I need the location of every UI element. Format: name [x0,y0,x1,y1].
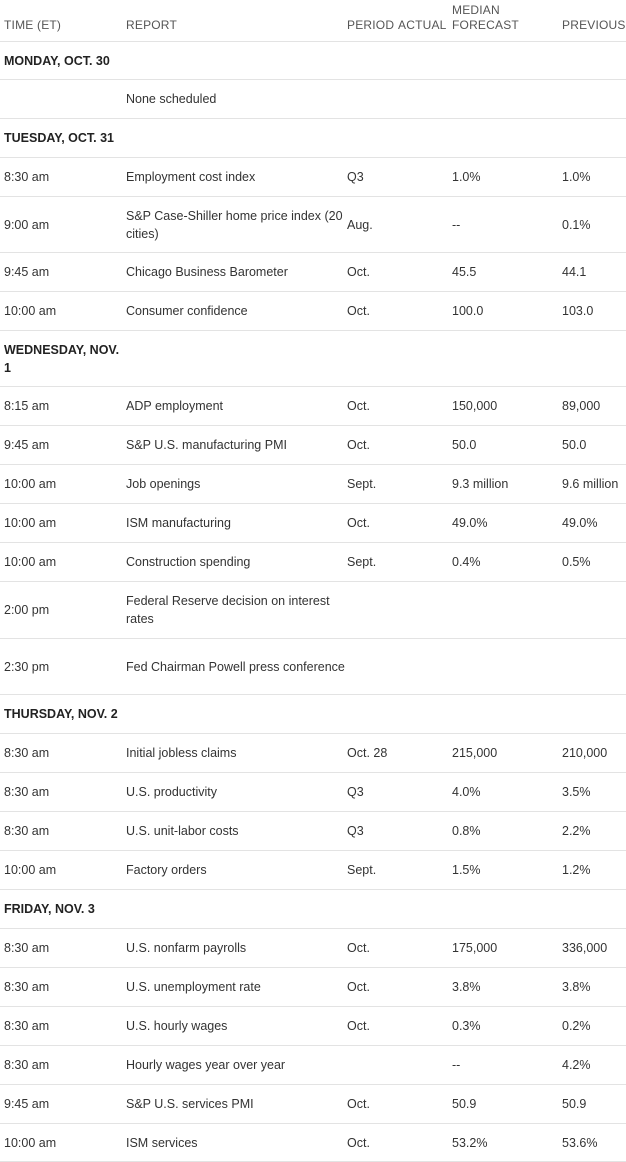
table-row [0,504,626,543]
cell-time: 9:45 am [4,438,50,452]
cell-period: Oct. [347,1097,370,1111]
cell-report: U.S. unemployment rate [126,980,261,994]
table-row [0,465,626,504]
cell-period: Sept. [347,555,377,569]
cell-previous: 1.0% [562,170,591,184]
cell-time: 10:00 am [4,863,57,877]
cell-report: Fed Chairman Powell press conference [126,659,345,674]
cell-previous: 50.9 [562,1097,587,1111]
cell-time: 9:00 am [4,217,50,232]
cell-previous: 3.5% [562,785,591,799]
table-header [0,0,626,42]
day-label: THURSDAY, NOV. 2 [4,707,118,721]
header-forecast-line1: MEDIAN [452,3,500,17]
cell-time: 2:30 pm [4,659,50,674]
table-row [0,387,626,426]
cell-time: 2:00 pm [4,603,50,617]
cell-forecast: 1.5% [452,863,481,877]
table-row [0,253,626,292]
day-label: WEDNESDAY, NOV. 1 [4,342,120,375]
table-row [0,639,626,695]
cell-forecast: -- [452,1058,461,1072]
cell-report: S&P U.S. manufacturing PMI [126,438,287,452]
cell-time: 9:45 am [4,265,50,279]
header-median-forecast [452,3,557,33]
cell-previous: 0.5% [562,555,591,569]
cell-previous: 103.0 [562,304,594,318]
cell-forecast: 175,000 [452,941,498,955]
cell-report: Initial jobless claims [126,746,237,760]
cell-report: ADP employment [126,399,224,413]
cell-previous: 1.2% [562,863,591,877]
table-row [0,1007,626,1046]
cell-period: Oct. [347,516,370,530]
day-label: MONDAY, OCT. 30 [4,53,110,68]
cell-forecast: 9.3 million [452,477,509,491]
table-row [0,197,626,253]
cell-period: Oct. [347,438,370,452]
cell-report: U.S. unit-labor costs [126,824,239,838]
cell-report: ISM manufacturing [126,516,231,530]
cell-period: Sept. [347,477,377,491]
cell-forecast: 0.4% [452,555,481,569]
cell-previous: 4.2% [562,1058,591,1072]
cell-previous: 2.2% [562,824,591,838]
table-row [0,968,626,1007]
cell-period: Q3 [347,170,364,184]
header-report: REPORT [126,18,177,32]
cell-time: 8:30 am [4,1058,50,1072]
cell-previous: 0.2% [562,1019,591,1033]
table-row [0,426,626,465]
cell-previous: 49.0% [562,516,598,530]
cell-report: Employment cost index [126,170,256,184]
cell-time: 8:15 am [4,399,50,413]
cell-report: Job openings [126,477,201,491]
table-row [0,734,626,773]
cell-previous: 3.8% [562,980,591,994]
cell-period: Oct. [347,1019,370,1033]
cell-period: Oct. 28 [347,746,388,760]
cell-time: 10:00 am [4,1135,57,1150]
cell-time: 9:45 am [4,1097,50,1111]
table-row [0,812,626,851]
day-header-row [0,42,626,80]
cell-forecast: 150,000 [452,399,498,413]
cell-forecast: 3.8% [452,980,481,994]
cell-forecast: 50.0 [452,438,477,452]
cell-previous: 336,000 [562,941,608,955]
day-header-row [0,119,626,158]
cell-report: Factory orders [126,863,207,877]
cell-forecast: 100.0 [452,304,484,318]
cell-forecast: 50.9 [452,1097,477,1111]
cell-time: 8:30 am [4,941,50,955]
cell-period: Oct. [347,1135,370,1150]
cell-time: 8:30 am [4,170,50,184]
header-actual: ACTUAL [398,18,447,32]
cell-time: 8:30 am [4,980,50,994]
header-period: PERIOD [347,18,395,32]
cell-period: Sept. [347,863,377,877]
cell-time: 10:00 am [4,477,57,491]
cell-forecast: 4.0% [452,785,481,799]
cell-report: ISM services [126,1135,198,1150]
cell-report: None scheduled [126,92,217,106]
cell-report: S&P Case-Shiller home price index (20 cities) [126,208,343,241]
table-row [0,851,626,890]
table-row [0,1046,626,1085]
cell-previous: 44.1 [562,265,587,279]
cell-forecast: 45.5 [452,265,477,279]
cell-forecast: 0.3% [452,1019,481,1033]
table-row [0,292,626,331]
cell-time: 8:30 am [4,824,50,838]
day-label: TUESDAY, OCT. 31 [4,131,114,145]
cell-previous: 9.6 million [562,477,619,491]
header-previous: PREVIOUS [562,18,626,32]
cell-report: S&P U.S. services PMI [126,1097,254,1111]
cell-time: 10:00 am [4,555,57,569]
cell-previous: 53.6% [562,1135,598,1150]
cell-report: Consumer confidence [126,304,248,318]
table-row [0,543,626,582]
cell-forecast: 49.0% [452,516,488,530]
cell-forecast: 1.0% [452,170,481,184]
day-header-row [0,890,626,929]
cell-report: Federal Reserve decision on interest rates [126,594,330,626]
cell-report: U.S. productivity [126,785,218,799]
cell-period: Oct. [347,265,370,279]
table-row [0,1085,626,1124]
cell-previous: 0.1% [562,217,591,232]
cell-time: 8:30 am [4,1019,50,1033]
cell-report: U.S. hourly wages [126,1019,228,1033]
day-header-row [0,695,626,734]
cell-period: Q3 [347,824,364,838]
day-header-row [0,331,626,387]
table-row [0,773,626,812]
cell-period: Oct. [347,304,370,318]
header-forecast-line2: FORECAST [452,18,519,32]
cell-forecast: 0.8% [452,824,481,838]
cell-period: Oct. [347,941,370,955]
cell-forecast: -- [452,217,461,232]
cell-forecast: 215,000 [452,746,498,760]
cell-time: 8:30 am [4,746,50,760]
cell-report: Construction spending [126,555,251,569]
cell-time: 10:00 am [4,304,57,318]
cell-previous: 89,000 [562,399,601,413]
cell-previous: 50.0 [562,438,587,452]
cell-period: Oct. [347,399,370,413]
table-row [0,158,626,197]
header-time: TIME (ET) [4,18,62,32]
cell-time: 10:00 am [4,516,57,530]
cell-period: Q3 [347,785,364,799]
cell-report: Hourly wages year over year [126,1058,286,1072]
cell-report: U.S. nonfarm payrolls [126,941,247,955]
cell-period: Aug. [347,217,373,232]
cell-forecast: 53.2% [452,1135,488,1150]
cell-previous: 210,000 [562,746,608,760]
table-row [0,582,626,639]
cell-period: Oct. [347,980,370,994]
table-row [0,1124,626,1162]
table-row [0,929,626,968]
cell-time: 8:30 am [4,785,50,799]
day-label: FRIDAY, NOV. 3 [4,902,95,916]
table-body [0,42,626,1162]
table-row [0,80,626,119]
cell-report: Chicago Business Barometer [126,265,288,279]
